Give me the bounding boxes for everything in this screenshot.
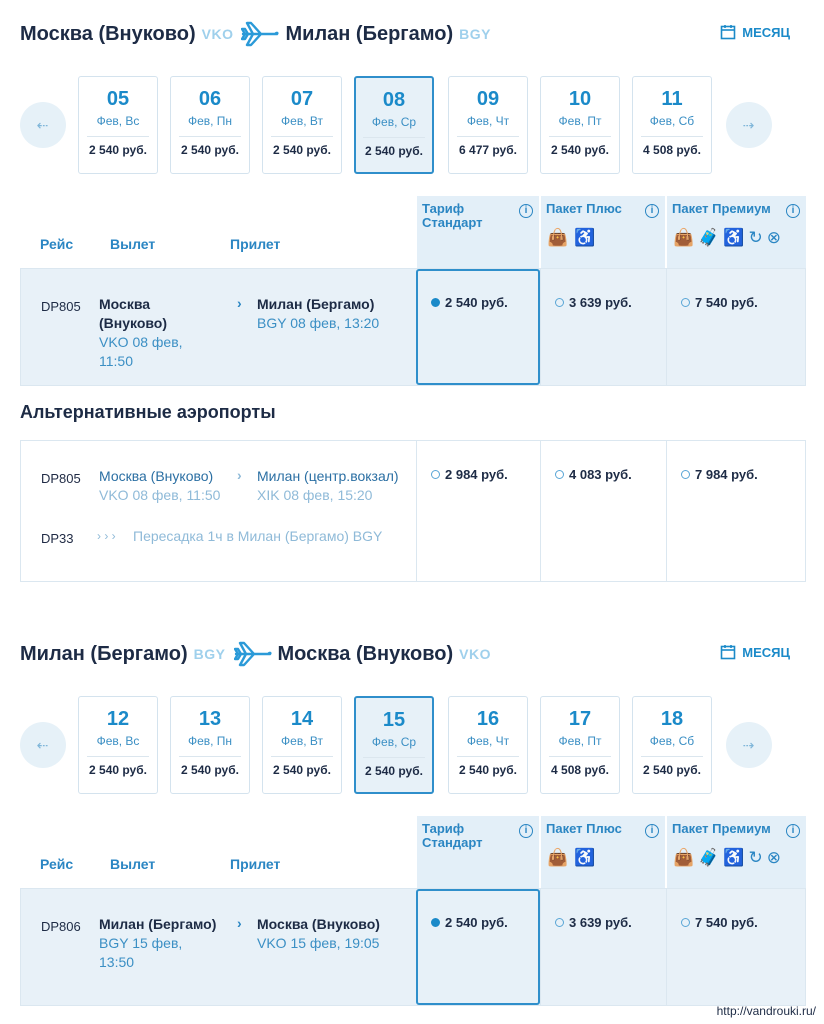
date-weekday: Фев, Сб bbox=[649, 114, 695, 128]
date-card[interactable] bbox=[540, 696, 620, 794]
transfer-info: Пересадка 1ч в Милан (Бергамо) BGY bbox=[133, 528, 383, 544]
info-icon[interactable]: i bbox=[786, 824, 800, 838]
fare-standard-option[interactable] bbox=[416, 441, 540, 581]
calendar-icon bbox=[720, 644, 736, 660]
radio-selected bbox=[431, 918, 440, 927]
date-card[interactable] bbox=[448, 76, 528, 174]
date-number: 14 bbox=[290, 708, 314, 730]
fare-plus-icons bbox=[547, 848, 595, 868]
outbound-section bbox=[0, 16, 824, 586]
alternative-flight-row bbox=[20, 440, 806, 582]
date-weekday: Фев, Вт bbox=[281, 734, 323, 748]
route-header bbox=[20, 16, 491, 52]
date-card[interactable] bbox=[262, 76, 342, 174]
date-card-selected[interactable] bbox=[354, 696, 434, 794]
prev-dates-button[interactable]: ⇠ bbox=[20, 722, 66, 768]
fare-price: 2 540 руб. bbox=[445, 915, 508, 930]
fare-price-row bbox=[555, 295, 632, 310]
fare-premium-option[interactable] bbox=[666, 889, 805, 1005]
date-selector bbox=[20, 76, 810, 174]
arrival-place: Милан (центр.вокзал) bbox=[257, 468, 399, 484]
destination-code: BGY bbox=[459, 26, 491, 42]
date-card[interactable] bbox=[540, 76, 620, 174]
arrival-time: BGY 08 фев, 13:20 bbox=[257, 315, 380, 331]
exchange-icon: ↻ bbox=[748, 228, 763, 247]
date-weekday: Фев, Вт bbox=[281, 114, 323, 128]
divider bbox=[87, 136, 149, 137]
divider bbox=[179, 756, 241, 757]
watermark-url: http://vandrouki.ru/ bbox=[716, 1004, 816, 1018]
destination-code: VKO bbox=[459, 646, 491, 662]
date-price: 2 540 руб. bbox=[273, 143, 331, 157]
divider bbox=[641, 136, 703, 137]
fare-price-row bbox=[431, 467, 508, 482]
date-price: 2 540 руб. bbox=[365, 764, 423, 778]
date-price: 2 540 руб. bbox=[643, 763, 701, 777]
bag-icon: 👜 bbox=[673, 228, 695, 247]
date-weekday: Фев, Чт bbox=[466, 734, 510, 748]
radio bbox=[555, 918, 564, 927]
fare-premium-title: Пакет Премиум bbox=[672, 201, 771, 216]
origin-city: Милан (Бергамо) bbox=[20, 642, 188, 665]
date-number: 11 bbox=[661, 88, 683, 110]
month-button[interactable] bbox=[720, 24, 790, 40]
departure-place: Милан (Бергамо) bbox=[99, 916, 217, 932]
date-weekday: Фев, Пт bbox=[558, 114, 602, 128]
plane-icon bbox=[234, 640, 272, 668]
departure-time: VKO 08 фев, 11:50 bbox=[99, 334, 183, 369]
date-price: 2 540 руб. bbox=[551, 143, 609, 157]
radio-selected bbox=[431, 298, 440, 307]
chevron-right-icon: › bbox=[237, 467, 242, 483]
return-section bbox=[0, 636, 824, 1008]
date-weekday: Фев, Ср bbox=[371, 735, 417, 749]
prev-dates-button[interactable]: ⇠ bbox=[20, 102, 66, 148]
arrival-time: XIK 08 фев, 15:20 bbox=[257, 487, 373, 503]
departure-place: Москва (Внуково) bbox=[99, 296, 168, 331]
column-arrival: Прилет bbox=[230, 856, 281, 872]
date-price: 4 508 руб. bbox=[643, 143, 701, 157]
fare-price: 3 639 руб. bbox=[569, 915, 632, 930]
radio bbox=[681, 298, 690, 307]
bag-icon: 👜 bbox=[673, 848, 695, 867]
date-card[interactable] bbox=[632, 76, 712, 174]
fare-plus-title: Пакет Плюс bbox=[546, 201, 622, 216]
info-icon[interactable]: i bbox=[645, 204, 659, 218]
date-price: 4 508 руб. bbox=[551, 763, 609, 777]
seat-icon: ♿ bbox=[574, 228, 596, 247]
fare-price: 3 639 руб. bbox=[569, 295, 632, 310]
arrival-place: Москва (Внуково) bbox=[257, 916, 380, 932]
fare-premium-header bbox=[665, 196, 806, 268]
seat-icon: ♿ bbox=[723, 848, 745, 867]
radio bbox=[555, 470, 564, 479]
date-number: 08 bbox=[382, 89, 406, 111]
seat-icon: ♿ bbox=[723, 228, 745, 247]
divider bbox=[363, 757, 425, 758]
date-number: 18 bbox=[660, 708, 684, 730]
info-icon[interactable]: i bbox=[519, 824, 533, 838]
divider bbox=[87, 756, 149, 757]
column-departure: Вылет bbox=[110, 236, 156, 252]
fare-plus-header bbox=[539, 196, 665, 268]
date-weekday: Фев, Пн bbox=[187, 734, 233, 748]
fare-price-row bbox=[681, 915, 758, 930]
date-price: 2 540 руб. bbox=[365, 144, 423, 158]
date-price: 2 540 руб. bbox=[181, 763, 239, 777]
divider bbox=[363, 137, 425, 138]
radio bbox=[681, 918, 690, 927]
arrival-place: Милан (Бергамо) bbox=[257, 296, 375, 312]
date-card[interactable] bbox=[78, 696, 158, 794]
radio bbox=[431, 470, 440, 479]
calendar-icon bbox=[720, 24, 736, 40]
fare-plus-option[interactable] bbox=[540, 441, 666, 581]
date-card[interactable] bbox=[448, 696, 528, 794]
fare-premium-option[interactable] bbox=[666, 269, 805, 385]
info-icon[interactable]: i bbox=[645, 824, 659, 838]
date-number: 10 bbox=[568, 88, 592, 110]
month-label: МЕСЯЦ bbox=[742, 24, 790, 40]
date-number: 06 bbox=[198, 88, 222, 110]
date-weekday: Фев, Чт bbox=[466, 114, 510, 128]
divider bbox=[549, 136, 611, 137]
date-number: 15 bbox=[382, 709, 406, 731]
date-card-selected[interactable] bbox=[354, 76, 434, 174]
fare-price-row bbox=[431, 915, 508, 930]
column-departure: Вылет bbox=[110, 856, 156, 872]
date-price: 6 477 руб. bbox=[459, 143, 517, 157]
date-selector bbox=[20, 696, 810, 794]
divider bbox=[271, 136, 333, 137]
luggage-icon: 🧳 bbox=[698, 228, 720, 247]
date-number: 05 bbox=[106, 88, 130, 110]
fare-standard-option[interactable] bbox=[416, 269, 540, 385]
next-dates-button[interactable]: ⇢ bbox=[726, 722, 772, 768]
fare-price-row bbox=[431, 295, 508, 310]
cancel-icon: ⊗ bbox=[766, 228, 782, 247]
divider bbox=[549, 756, 611, 757]
fare-price-row bbox=[681, 295, 758, 310]
route-header bbox=[20, 636, 491, 672]
date-card[interactable] bbox=[170, 76, 250, 174]
departure-place: Москва (Внуково) bbox=[99, 468, 214, 484]
divider bbox=[179, 136, 241, 137]
month-button[interactable] bbox=[720, 644, 790, 660]
date-weekday: Фев, Вс bbox=[96, 734, 140, 748]
date-card[interactable] bbox=[632, 696, 712, 794]
date-number: 13 bbox=[198, 708, 222, 730]
alternative-airports-title: Альтернативные аэропорты bbox=[20, 402, 276, 422]
date-price: 2 540 руб. bbox=[459, 763, 517, 777]
fare-premium-icons bbox=[673, 228, 781, 248]
exchange-icon: ↻ bbox=[748, 848, 763, 867]
departure-info bbox=[99, 915, 219, 972]
fare-premium-icons bbox=[673, 848, 781, 868]
flight-number: DP805 bbox=[41, 471, 81, 486]
fare-price-row bbox=[555, 915, 632, 930]
origin-code: BGY bbox=[193, 646, 226, 662]
divider bbox=[641, 756, 703, 757]
transfer-chevrons-icon: › › › bbox=[97, 529, 116, 543]
divider bbox=[271, 756, 333, 757]
fare-price-row bbox=[681, 467, 758, 482]
date-number: 12 bbox=[106, 708, 130, 730]
month-label: МЕСЯЦ bbox=[742, 644, 790, 660]
date-weekday: Фев, Сб bbox=[649, 734, 695, 748]
date-card[interactable] bbox=[262, 696, 342, 794]
fare-price: 2 540 руб. bbox=[445, 295, 508, 310]
seat-icon: ♿ bbox=[574, 848, 596, 867]
departure-time: VKO 08 фев, 11:50 bbox=[99, 487, 221, 503]
date-price: 2 540 руб. bbox=[89, 143, 147, 157]
departure-time: BGY 15 фев, 13:50 bbox=[99, 935, 183, 970]
fare-price: 7 540 руб. bbox=[695, 915, 758, 930]
date-number: 09 bbox=[476, 88, 500, 110]
arrival-info bbox=[257, 467, 407, 505]
date-price: 2 540 руб. bbox=[181, 143, 239, 157]
date-weekday: Фев, Ср bbox=[371, 115, 417, 129]
bag-icon: 👜 bbox=[547, 848, 569, 867]
arrival-time: VKO 15 фев, 19:05 bbox=[257, 935, 380, 951]
fare-price: 7 984 руб. bbox=[695, 467, 758, 482]
date-weekday: Фев, Вс bbox=[96, 114, 140, 128]
fare-price: 7 540 руб. bbox=[695, 295, 758, 310]
flight-number: DP806 bbox=[41, 919, 81, 934]
fare-standard-header bbox=[415, 196, 539, 268]
chevron-right-icon: › bbox=[237, 915, 242, 931]
departure-info bbox=[99, 295, 219, 371]
fare-standard-header bbox=[415, 816, 539, 888]
date-number: 07 bbox=[290, 88, 314, 110]
cancel-icon: ⊗ bbox=[766, 848, 782, 867]
flight-number: DP805 bbox=[41, 299, 81, 314]
date-number: 16 bbox=[476, 708, 500, 730]
date-card[interactable] bbox=[170, 696, 250, 794]
fare-standard-title: Тариф Стандарт bbox=[422, 821, 483, 850]
fare-plus-option[interactable] bbox=[540, 269, 666, 385]
fare-price: 4 083 руб. bbox=[569, 467, 632, 482]
date-price: 2 540 руб. bbox=[273, 763, 331, 777]
date-card[interactable] bbox=[78, 76, 158, 174]
luggage-icon: 🧳 bbox=[698, 848, 720, 867]
fare-premium-header bbox=[665, 816, 806, 888]
column-arrival: Прилет bbox=[230, 236, 281, 252]
fare-standard-title: Тариф Стандарт bbox=[422, 201, 483, 230]
departure-info bbox=[99, 467, 229, 505]
destination-city: Милан (Бергамо) bbox=[285, 22, 454, 45]
radio bbox=[681, 470, 690, 479]
fare-price: 2 984 руб. bbox=[445, 467, 508, 482]
arrival-info bbox=[257, 295, 397, 333]
flight-row bbox=[20, 268, 806, 386]
destination-city: Москва (Внуково) bbox=[277, 642, 454, 665]
fare-price-row bbox=[555, 467, 632, 482]
chevron-right-icon: › bbox=[237, 295, 242, 311]
plane-icon bbox=[241, 20, 279, 48]
column-flight: Рейс bbox=[40, 236, 74, 252]
origin-code: VKO bbox=[201, 26, 234, 42]
fare-plus-icons bbox=[547, 228, 595, 248]
info-icon[interactable]: i bbox=[519, 204, 533, 218]
info-icon[interactable]: i bbox=[786, 204, 800, 218]
column-flight: Рейс bbox=[40, 856, 74, 872]
radio bbox=[555, 298, 564, 307]
flight-number-connection: DP33 bbox=[41, 531, 74, 546]
divider bbox=[457, 756, 519, 757]
fare-premium-option[interactable] bbox=[666, 441, 805, 581]
fare-plus-option[interactable] bbox=[540, 889, 666, 1005]
divider bbox=[457, 136, 519, 137]
date-price: 2 540 руб. bbox=[89, 763, 147, 777]
origin-city: Москва (Внуково) bbox=[20, 22, 196, 45]
fare-plus-title: Пакет Плюс bbox=[546, 821, 622, 836]
date-weekday: Фев, Пт bbox=[558, 734, 602, 748]
next-dates-button[interactable]: ⇢ bbox=[726, 102, 772, 148]
flight-row bbox=[20, 888, 806, 1006]
date-weekday: Фев, Пн bbox=[187, 114, 233, 128]
fare-premium-title: Пакет Премиум bbox=[672, 821, 771, 836]
fare-table-header bbox=[20, 816, 806, 888]
arrival-info bbox=[257, 915, 397, 953]
fare-standard-option[interactable] bbox=[416, 889, 540, 1005]
date-number: 17 bbox=[568, 708, 592, 730]
bag-icon: 👜 bbox=[547, 228, 569, 247]
fare-plus-header bbox=[539, 816, 665, 888]
fare-table-header bbox=[20, 196, 806, 268]
